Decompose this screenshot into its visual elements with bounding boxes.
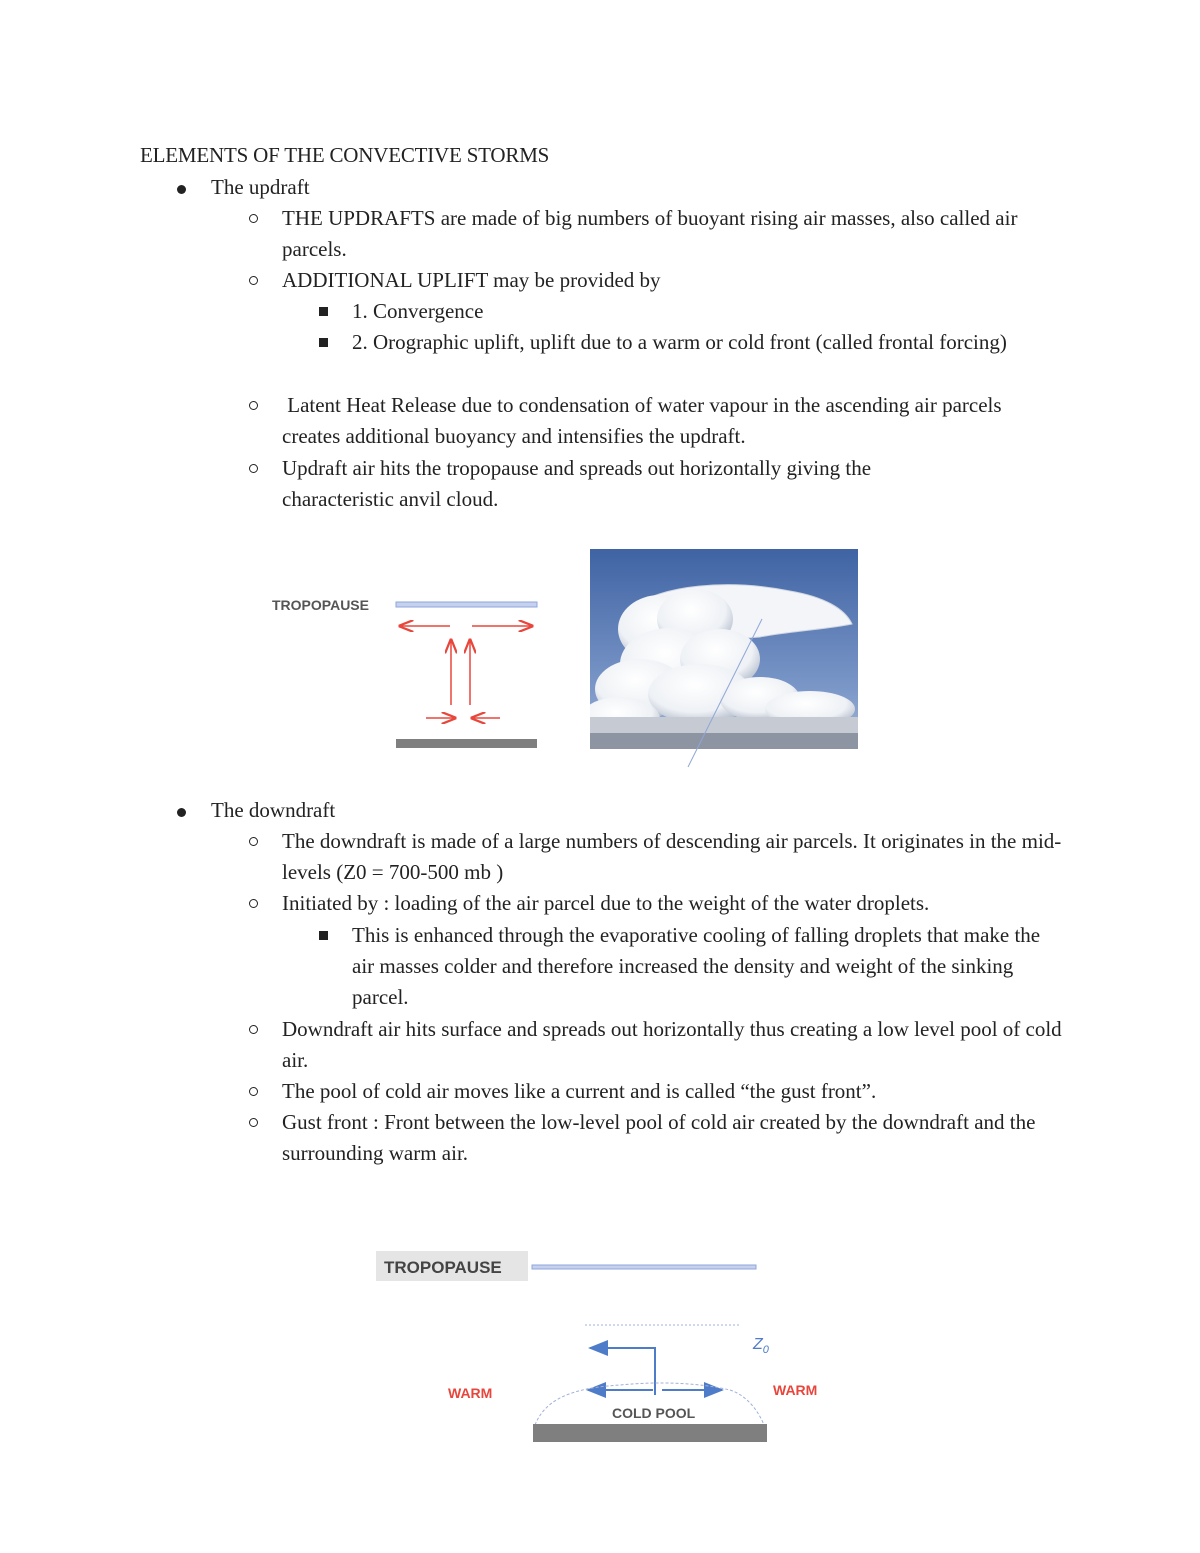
z0-label: $Z_0$ [753, 1336, 769, 1356]
list-item [282, 1107, 1062, 1169]
tropopause-label: TROPOPAUSE [272, 597, 369, 613]
circle-bullet-icon [249, 1118, 258, 1127]
downdraft-diagram [370, 1245, 840, 1450]
list-item [282, 1076, 1062, 1107]
list-item [282, 453, 972, 515]
cold-pool-label: COLD POOL [612, 1405, 696, 1421]
updraft-diagram [260, 580, 560, 760]
circle-bullet-icon [249, 214, 258, 223]
downdraft-point: Gust front : Front between the low-level pool of cold air created by the downdraft and the surrounding warm air. [282, 1110, 1036, 1165]
circle-bullet-icon [249, 837, 258, 846]
updraft-point: ADDITIONAL UPLIFT may be provided by [282, 268, 661, 292]
circle-bullet-icon [249, 464, 258, 473]
downdraft-point: The downdraft is made of a large numbers of descending air parcels. It originates in the mid-levels (Z0 = 700-500 mb ) [282, 829, 1062, 884]
list-item [282, 203, 1062, 265]
list-item [352, 920, 1062, 1013]
warm-left-label: WARM [448, 1385, 493, 1401]
list-item [352, 327, 1022, 358]
circle-bullet-icon [249, 1025, 258, 1034]
list-item-downdraft [211, 795, 335, 826]
downdraft-point: The pool of cold air moves like a current and is called “the gust front”. [282, 1079, 877, 1103]
list-item [352, 296, 1062, 327]
list-item-updraft [211, 172, 310, 203]
tropopause-line [532, 1265, 756, 1269]
list-item [282, 390, 1062, 452]
bullet-icon [177, 185, 186, 194]
list-item [282, 888, 1062, 919]
downdraft-point: Initiated by : loading of the air parcel due to the weight of the water droplets. [282, 891, 930, 915]
tropopause-line [396, 602, 537, 607]
ground-bar [533, 1424, 767, 1442]
warm-right-label: WARM [773, 1382, 818, 1398]
downdraft-sub-note: This is enhanced through the evaporative cooling of falling droplets that make the air masses colder and therefore increased the density and weight of the sinking parcel. [352, 923, 1041, 1009]
circle-bullet-icon [249, 899, 258, 908]
updraft-point: Latent Heat Release due to condensation of water vapour in the ascending air parcels creates additional buoyancy and intensifies the updraft. [282, 393, 1007, 448]
downdraft-heading: The downdraft [211, 798, 336, 822]
updraft-point: Updraft air hits the tropopause and spreads out horizontally giving the characteristic anvil cloud. [282, 456, 872, 511]
updraft-point: THE UPDRAFTS are made of big numbers of buoyant rising air masses, also called air parcels. [282, 206, 1018, 261]
list-item [282, 826, 1062, 888]
tropopause-label: TROPOPAUSE [384, 1258, 502, 1277]
downdraft-arrow [590, 1348, 655, 1395]
uplift-source: 1. Convergence [352, 299, 484, 323]
document-title: ELEMENTS OF THE CONVECTIVE STORMS [140, 143, 550, 167]
square-bullet-icon [319, 307, 328, 316]
circle-bullet-icon [249, 1087, 258, 1096]
anvil-cloud-photo [590, 549, 858, 769]
circle-bullet-icon [249, 401, 258, 410]
list-item [282, 1014, 1062, 1076]
uplift-source: 2. Orographic uplift, uplift due to a warm or cold front (called frontal forcing) [352, 330, 1007, 354]
circle-bullet-icon [249, 276, 258, 285]
square-bullet-icon [319, 931, 328, 940]
ground-bar [396, 739, 537, 748]
bullet-icon [177, 808, 186, 817]
list-item [282, 265, 1062, 296]
downdraft-point: Downdraft air hits surface and spreads out horizontally thus creating a low level pool of cold air. [282, 1017, 1062, 1072]
updraft-heading: The updraft [211, 175, 310, 199]
square-bullet-icon [319, 338, 328, 347]
